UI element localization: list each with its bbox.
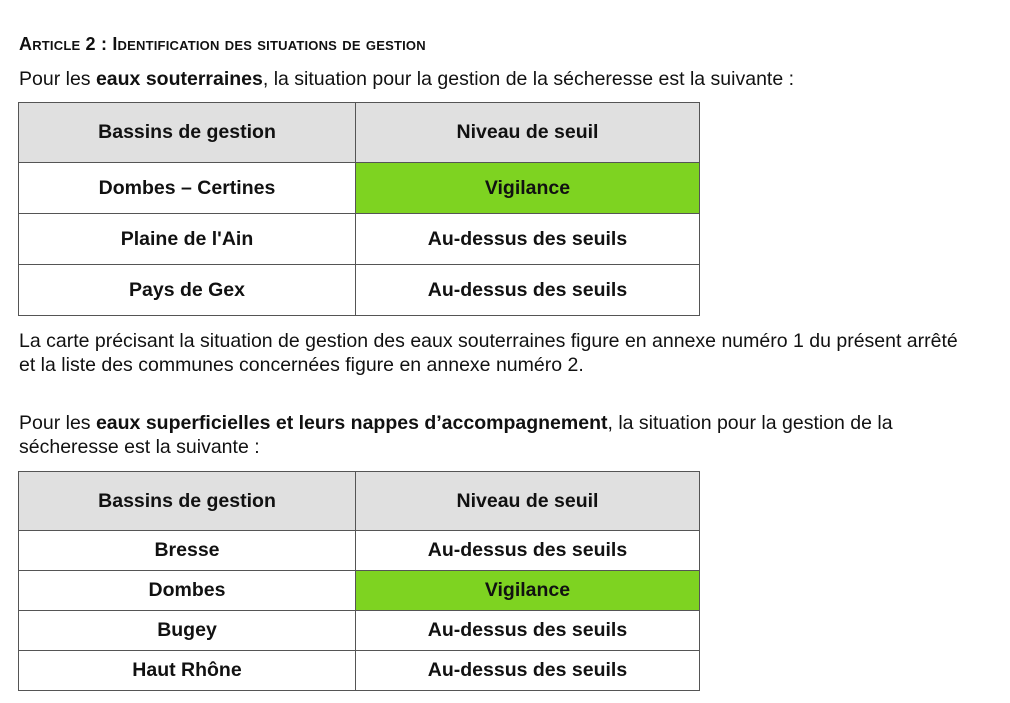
level-cell-vigilance: Vigilance [356, 163, 700, 214]
level-cell: Au-dessus des seuils [356, 651, 700, 691]
basin-cell: Bresse [19, 531, 356, 571]
surface-table [18, 471, 700, 691]
table-row [19, 651, 700, 691]
groundwater-intro-after: , la situation pour la gestion de la sécheresse est la suivante : [262, 68, 795, 90]
table-header-row [19, 103, 700, 163]
column-header-basin: Bassins de gestion [19, 472, 356, 531]
basin-cell: Bugey [19, 611, 356, 651]
basin-cell: Pays de Gex [19, 265, 356, 316]
groundwater-note: La carte précisant la situation de gestion des eaux souterraines figure en annexe numéro 1 du présent arrêté et la liste des communes concernées figure en annexe numéro 2. [19, 330, 958, 376]
column-header-basin: Bassins de gestion [19, 103, 356, 163]
level-cell: Au-dessus des seuils [356, 214, 700, 265]
basin-cell: Dombes – Certines [19, 163, 356, 214]
surface-intro-before: Pour les [19, 412, 96, 434]
column-header-level: Niveau de seuil [356, 472, 700, 531]
column-header-level: Niveau de seuil [356, 103, 700, 163]
table-row [19, 163, 700, 214]
level-cell: Au-dessus des seuils [356, 611, 700, 651]
groundwater-intro-bold: eaux souterraines [95, 68, 263, 90]
basin-cell: Haut Rhône [19, 651, 356, 691]
surface-intro-bold: eaux superficielles et leurs nappes d’accompagnement [95, 412, 608, 434]
groundwater-intro [19, 67, 794, 91]
table-row [19, 265, 700, 316]
table-row [19, 531, 700, 571]
basin-cell: Dombes [19, 571, 356, 611]
surface-intro-after: , la situation pour la gestion de la sécheresse est la suivante : [19, 412, 893, 458]
level-cell: Au-dessus des seuils [356, 265, 700, 316]
table-header-row [19, 472, 700, 531]
article-heading: Article 2 : Identification des situations de gestion [19, 34, 426, 54]
table-row [19, 214, 700, 265]
table-row [19, 611, 700, 651]
groundwater-intro-before: Pour les [19, 68, 96, 90]
basin-cell: Plaine de l'Ain [19, 214, 356, 265]
table-row [19, 571, 700, 611]
surface-intro [19, 411, 979, 459]
groundwater-table [18, 102, 700, 316]
level-cell: Au-dessus des seuils [356, 531, 700, 571]
level-cell-vigilance: Vigilance [356, 571, 700, 611]
